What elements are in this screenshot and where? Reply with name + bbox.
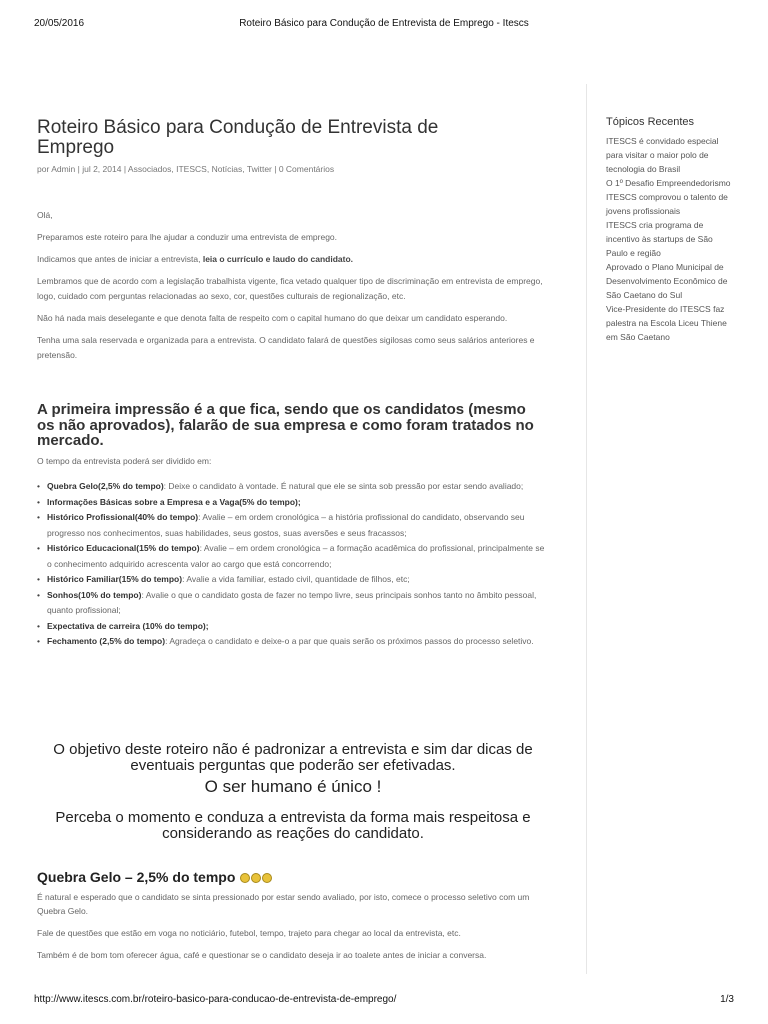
post-date: jul 2, 2014 xyxy=(82,164,122,174)
recent-post-link[interactable]: Aprovado o Plano Municipal de Desenvolvimento Econômico de São Caetano do Sul xyxy=(606,262,728,300)
post-meta: por Admin | jul 2, 2014 | Associados, ITESCS, Notícias, Twitter | 0 Comentários xyxy=(37,164,335,174)
category-link[interactable]: Associados xyxy=(127,164,172,174)
tempo-intro: O tempo da entrevista poderá ser dividido em: xyxy=(37,456,212,466)
post-intro xyxy=(37,208,549,370)
phase-list xyxy=(37,479,549,650)
list-item: • Sonhos(10% do tempo): Avalie o que o candidato gosta de fazer no tempo livre, seus principais sonhos tanto no âmbito pessoal, quanto profissional; xyxy=(37,589,537,615)
recent-post-link[interactable]: ITESCS é convidado especial para visitar o maior polo de tecnologia do Brasil xyxy=(606,136,719,174)
paragraph: Olá, xyxy=(37,210,53,220)
paragraph: Não há nada mais deselegante e que denota falta de respeito com o capital humano do que deixar um candidato esperando. xyxy=(37,313,508,323)
category-link[interactable]: Notícias xyxy=(211,164,243,174)
smiley-icon xyxy=(262,873,272,883)
author-link[interactable]: Admin xyxy=(51,164,76,174)
list-item: • Histórico Familiar(15% do tempo): Avalie a vida familiar, estado civil, quantidade de filhos, etc; xyxy=(37,574,410,584)
recent-post-link[interactable]: ITESCS cria programa de incentivo às startups de São Paulo e região xyxy=(606,220,713,258)
recent-post-link[interactable]: Vice-Presidente do ITESCS faz palestra na Escola Liceu Thiene em São Caetano xyxy=(606,304,727,342)
list-item: • Expectativa de carreira (10% do tempo); xyxy=(37,620,209,631)
page-number: 1/3 xyxy=(720,994,734,1005)
paragraph: Também é de bom tom oferecer água, café e questionar se o candidato deseja ir ao toalete antes de iniciar a conversa. xyxy=(37,950,487,960)
list-item: • Informações Básicas sobre a Empresa e a Vaga(5% do tempo); xyxy=(37,496,301,507)
paragraph: Preparamos este roteiro para lhe ajudar a conduzir uma entrevista de emprego. xyxy=(37,232,338,242)
smiley-icon xyxy=(240,873,250,883)
list-item: • Quebra Gelo(2,5% do tempo): Deixe o candidato à vontade. É natural que ele se sinta sob pressão por estar sendo avaliado; xyxy=(37,481,524,491)
paragraph: Lembramos que de acordo com a legislação trabalhista vigente, fica vetado qualquer tipo de discriminação em entrevista de emprego, logo, cuidado com perguntas relacionadas ao sexo, cor, questões culturais de regionalização, etc. xyxy=(37,276,543,301)
comments-link[interactable]: 0 Comentários xyxy=(278,164,335,174)
paragraph: É natural e esperado que o candidato se sinta pressionado por estar sendo avaliado, por isto, comece o processo seletivo com um Quebra Gelo. xyxy=(37,892,530,916)
list-item: • Histórico Profissional(40% do tempo): Avalie – em ordem cronológica – a história profissional do candidato, observando seu progresso nos conhecimentos, suas habilidades, seus gostos, suas aversões e seus fracassos; xyxy=(37,512,525,538)
sidebar xyxy=(606,116,734,344)
post-header xyxy=(37,118,557,174)
section-title: Quebra Gelo – 2,5% do tempo xyxy=(37,869,272,885)
smiley-icon xyxy=(251,873,261,883)
print-url: http://www.itescs.com.br/roteiro-basico-para-conducao-de-entrevista-de-emprego/ xyxy=(34,994,397,1005)
print-header xyxy=(34,18,734,32)
list-item: • Fechamento (2,5% do tempo): Agradeça o candidato e deixe-o a par que quais serão os próximos passos do processo seletivo. xyxy=(37,636,534,646)
paragraph: Indicamos que antes de iniciar a entrevista, leia o currículo e laudo do candidato. xyxy=(37,254,354,264)
paragraph: Fale de questões que estão em voga no noticiário, futebol, tempo, trajeto para chegar ao local da entrevista, etc. xyxy=(37,928,461,938)
list-item: • Histórico Educacional(15% do tempo): Avalie – em ordem cronológica – a formação acadêmica do profissional, principalmente se o conhecimento adquirido acrescenta valor ao cargo que está concorrendo; xyxy=(37,543,545,569)
category-link[interactable]: Twitter xyxy=(246,164,272,174)
print-doc-title: Roteiro Básico para Condução de Entrevista de Emprego - Itescs xyxy=(239,18,529,29)
headline: A primeira impressão é a que fica, sendo que os candidatos (mesmo os não aprovados), falarão de sua empresa e como foram tratados no mercado. xyxy=(37,401,534,449)
callout-moment: Perceba o momento e conduza a entrevista da forma mais respeitosa e considerando as reações do candidato. xyxy=(55,809,531,842)
category-link[interactable]: ITESCS xyxy=(176,164,207,174)
sidebar-heading: Tópicos Recentes xyxy=(606,116,695,128)
paragraph: Tenha uma sala reservada e organizada para a entrevista. O candidato falará de questões sigilosas como seus salários anteriores e pretensão. xyxy=(37,335,535,360)
recent-post-link[interactable]: O 1º Desafio Empreendedorismo ITESCS comprovou o talento de jovens profissionais xyxy=(606,178,731,216)
callout-objective: O objetivo deste roteiro não é padronizar a entrevista e sim dar dicas de eventuais perguntas que poderão ser efetivadas. xyxy=(53,741,533,774)
callout-unique: O ser humano é único ! xyxy=(204,777,382,796)
post-title: Roteiro Básico para Condução de Entrevista de Emprego xyxy=(37,117,439,158)
print-date: 20/05/2016 xyxy=(34,18,85,29)
section-body xyxy=(37,890,549,970)
recent-posts-list xyxy=(606,134,734,344)
sidebar-divider xyxy=(586,84,587,974)
